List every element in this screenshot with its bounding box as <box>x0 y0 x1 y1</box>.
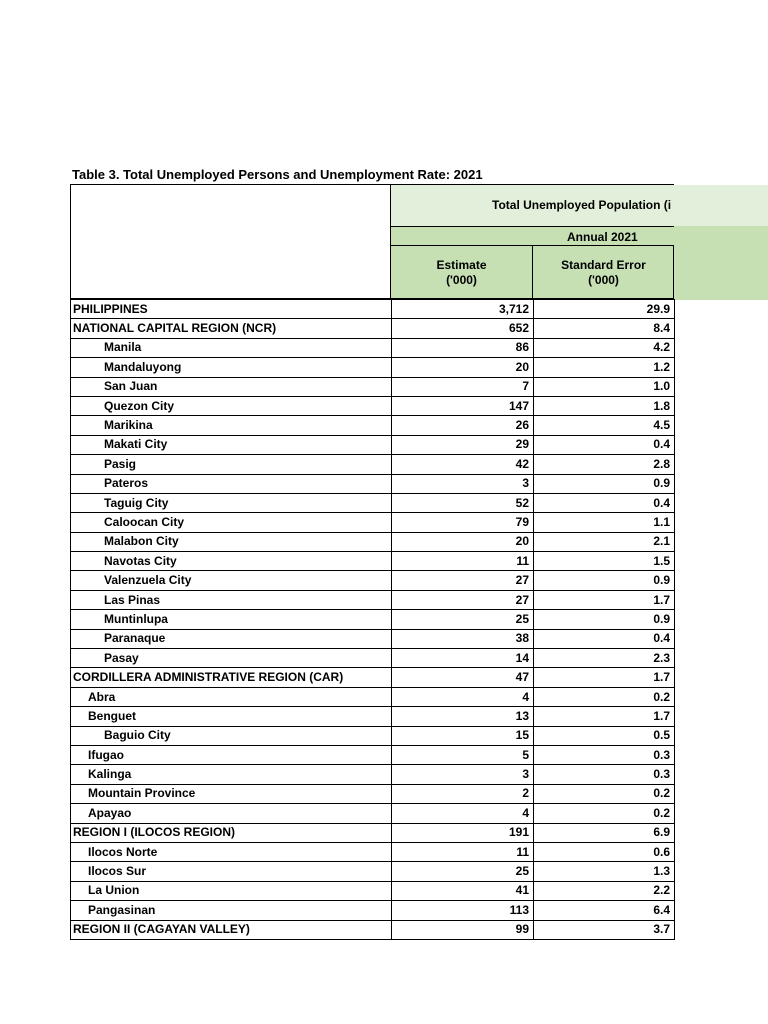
standard-error-cell: 0.2 <box>534 804 675 823</box>
estimate-cell: 14 <box>392 649 534 668</box>
table-row <box>71 416 675 435</box>
standard-error-cell: 2.8 <box>534 455 675 474</box>
standard-error-cell: 4.5 <box>534 416 675 435</box>
table-row <box>71 552 675 571</box>
area-cell: Manila <box>71 338 392 357</box>
estimate-cell: 652 <box>392 319 534 338</box>
estimate-cell: 79 <box>392 513 534 532</box>
estimate-cell: 27 <box>392 590 534 609</box>
area-cell: Pasay <box>71 649 392 668</box>
standard-error-cell: 0.6 <box>534 842 675 861</box>
table-row <box>71 571 675 590</box>
standard-error-column-header <box>533 246 674 299</box>
standard-error-cell: 1.7 <box>534 590 675 609</box>
area-cell: Mountain Province <box>71 784 392 803</box>
se-header-line2: ('000) <box>588 272 619 287</box>
estimate-cell: 15 <box>392 726 534 745</box>
area-cell: Benguet <box>71 707 392 726</box>
header-divider <box>673 246 674 299</box>
area-cell: Las Pinas <box>71 590 392 609</box>
area-cell: Baguio City <box>71 726 392 745</box>
table-row <box>71 668 675 687</box>
standard-error-cell: 1.3 <box>534 862 675 881</box>
estimate-cell: 99 <box>392 920 534 939</box>
area-cell: Marikina <box>71 416 392 435</box>
table-row <box>71 707 675 726</box>
standard-error-cell: 1.8 <box>534 396 675 415</box>
area-cell: La Union <box>71 881 392 900</box>
area-cell: Ifugao <box>71 745 392 764</box>
area-cell: Kalinga <box>71 765 392 784</box>
area-cell: Muntinlupa <box>71 610 392 629</box>
period-header <box>391 226 674 246</box>
area-cell: Ilocos Norte <box>71 842 392 861</box>
area-cell: Malabon City <box>71 532 392 551</box>
table-row <box>71 396 675 415</box>
stub-header <box>70 184 391 299</box>
area-cell: PHILIPPINES <box>71 300 392 319</box>
estimate-cell: 11 <box>392 842 534 861</box>
standard-error-cell: 3.7 <box>534 920 675 939</box>
estimate-cell: 191 <box>392 823 534 842</box>
estimate-cell: 47 <box>392 668 534 687</box>
table-row <box>71 823 675 842</box>
estimate-cell: 25 <box>392 862 534 881</box>
group-header-label: Total Unemployed Population (i <box>492 198 672 212</box>
area-cell: Abra <box>71 687 392 706</box>
table-row <box>71 435 675 454</box>
area-cell: REGION I (ILOCOS REGION) <box>71 823 392 842</box>
area-cell: Apayao <box>71 804 392 823</box>
estimate-cell: 113 <box>392 901 534 920</box>
table-row <box>71 493 675 512</box>
table-row <box>71 474 675 493</box>
area-cell: Pangasinan <box>71 901 392 920</box>
standard-error-cell: 0.2 <box>534 784 675 803</box>
table-row <box>71 629 675 648</box>
standard-error-cell: 2.2 <box>534 881 675 900</box>
area-cell: Caloocan City <box>71 513 392 532</box>
estimate-cell: 7 <box>392 377 534 396</box>
estimate-cell: 4 <box>392 804 534 823</box>
standard-error-cell: 0.4 <box>534 435 675 454</box>
standard-error-cell: 1.0 <box>534 377 675 396</box>
estimate-cell: 3 <box>392 765 534 784</box>
standard-error-cell: 0.5 <box>534 726 675 745</box>
area-cell: Pasig <box>71 455 392 474</box>
area-cell: Mandaluyong <box>71 358 392 377</box>
standard-error-cell: 29.9 <box>534 300 675 319</box>
table-row <box>71 319 675 338</box>
estimate-column-header <box>391 246 533 299</box>
standard-error-cell: 6.9 <box>534 823 675 842</box>
estimate-cell: 42 <box>392 455 534 474</box>
estimate-cell: 20 <box>392 532 534 551</box>
estimate-cell: 25 <box>392 610 534 629</box>
estimate-cell: 4 <box>392 687 534 706</box>
standard-error-cell: 2.3 <box>534 649 675 668</box>
standard-error-cell: 1.1 <box>534 513 675 532</box>
table-row <box>71 901 675 920</box>
estimate-cell: 13 <box>392 707 534 726</box>
standard-error-cell: 0.4 <box>534 493 675 512</box>
standard-error-cell: 1.7 <box>534 668 675 687</box>
table-row <box>71 610 675 629</box>
table-row <box>71 765 675 784</box>
standard-error-cell: 1.5 <box>534 552 675 571</box>
estimate-cell: 86 <box>392 338 534 357</box>
estimate-cell: 20 <box>392 358 534 377</box>
area-cell: Valenzuela City <box>71 571 392 590</box>
standard-error-cell: 1.7 <box>534 707 675 726</box>
estimate-cell: 3,712 <box>392 300 534 319</box>
table-row <box>71 455 675 474</box>
table-row <box>71 590 675 609</box>
area-cell: Pateros <box>71 474 392 493</box>
estimate-cell: 41 <box>392 881 534 900</box>
estimate-header-line1: Estimate <box>436 257 487 272</box>
area-cell: CORDILLERA ADMINISTRATIVE REGION (CAR) <box>71 668 392 687</box>
standard-error-cell: 1.2 <box>534 358 675 377</box>
estimate-header-line2: ('000) <box>446 272 477 287</box>
area-cell: REGION II (CAGAYAN VALLEY) <box>71 920 392 939</box>
se-header-line1: Standard Error <box>561 257 646 272</box>
area-cell: Navotas City <box>71 552 392 571</box>
estimate-cell: 5 <box>392 745 534 764</box>
area-cell: Makati City <box>71 435 392 454</box>
table-row <box>71 804 675 823</box>
table-title: Table 3. Total Unemployed Persons and Unemployment Rate: 2021 <box>72 167 483 182</box>
standard-error-cell: 4.2 <box>534 338 675 357</box>
table-row <box>71 513 675 532</box>
estimate-cell: 3 <box>392 474 534 493</box>
estimate-cell: 26 <box>392 416 534 435</box>
area-cell: Ilocos Sur <box>71 862 392 881</box>
table-row <box>71 842 675 861</box>
data-table <box>70 299 675 940</box>
standard-error-cell: 0.9 <box>534 474 675 493</box>
area-cell: Quezon City <box>71 396 392 415</box>
table-row <box>71 338 675 357</box>
standard-error-cell: 8.4 <box>534 319 675 338</box>
standard-error-cell: 0.2 <box>534 687 675 706</box>
table-row <box>71 881 675 900</box>
table-row <box>71 532 675 551</box>
area-cell: San Juan <box>71 377 392 396</box>
area-cell: Paranaque <box>71 629 392 648</box>
estimate-cell: 38 <box>392 629 534 648</box>
table-row <box>71 687 675 706</box>
table-row <box>71 300 675 319</box>
estimate-cell: 27 <box>392 571 534 590</box>
table-body <box>71 300 675 940</box>
standard-error-cell: 2.1 <box>534 532 675 551</box>
standard-error-cell: 6.4 <box>534 901 675 920</box>
table-row <box>71 920 675 939</box>
standard-error-cell: 0.9 <box>534 610 675 629</box>
standard-error-cell: 0.3 <box>534 765 675 784</box>
area-cell: NATIONAL CAPITAL REGION (NCR) <box>71 319 392 338</box>
standard-error-cell: 0.4 <box>534 629 675 648</box>
standard-error-cell: 0.9 <box>534 571 675 590</box>
table-row <box>71 377 675 396</box>
area-cell: Taguig City <box>71 493 392 512</box>
table-row <box>71 649 675 668</box>
estimate-cell: 147 <box>392 396 534 415</box>
estimate-cell: 11 <box>392 552 534 571</box>
table-row <box>71 358 675 377</box>
table-row <box>71 784 675 803</box>
table-row <box>71 726 675 745</box>
table-row <box>71 862 675 881</box>
table-row <box>71 745 675 764</box>
estimate-cell: 29 <box>392 435 534 454</box>
standard-error-cell: 0.3 <box>534 745 675 764</box>
period-label: Annual 2021 <box>567 230 638 244</box>
estimate-cell: 52 <box>392 493 534 512</box>
estimate-cell: 2 <box>392 784 534 803</box>
